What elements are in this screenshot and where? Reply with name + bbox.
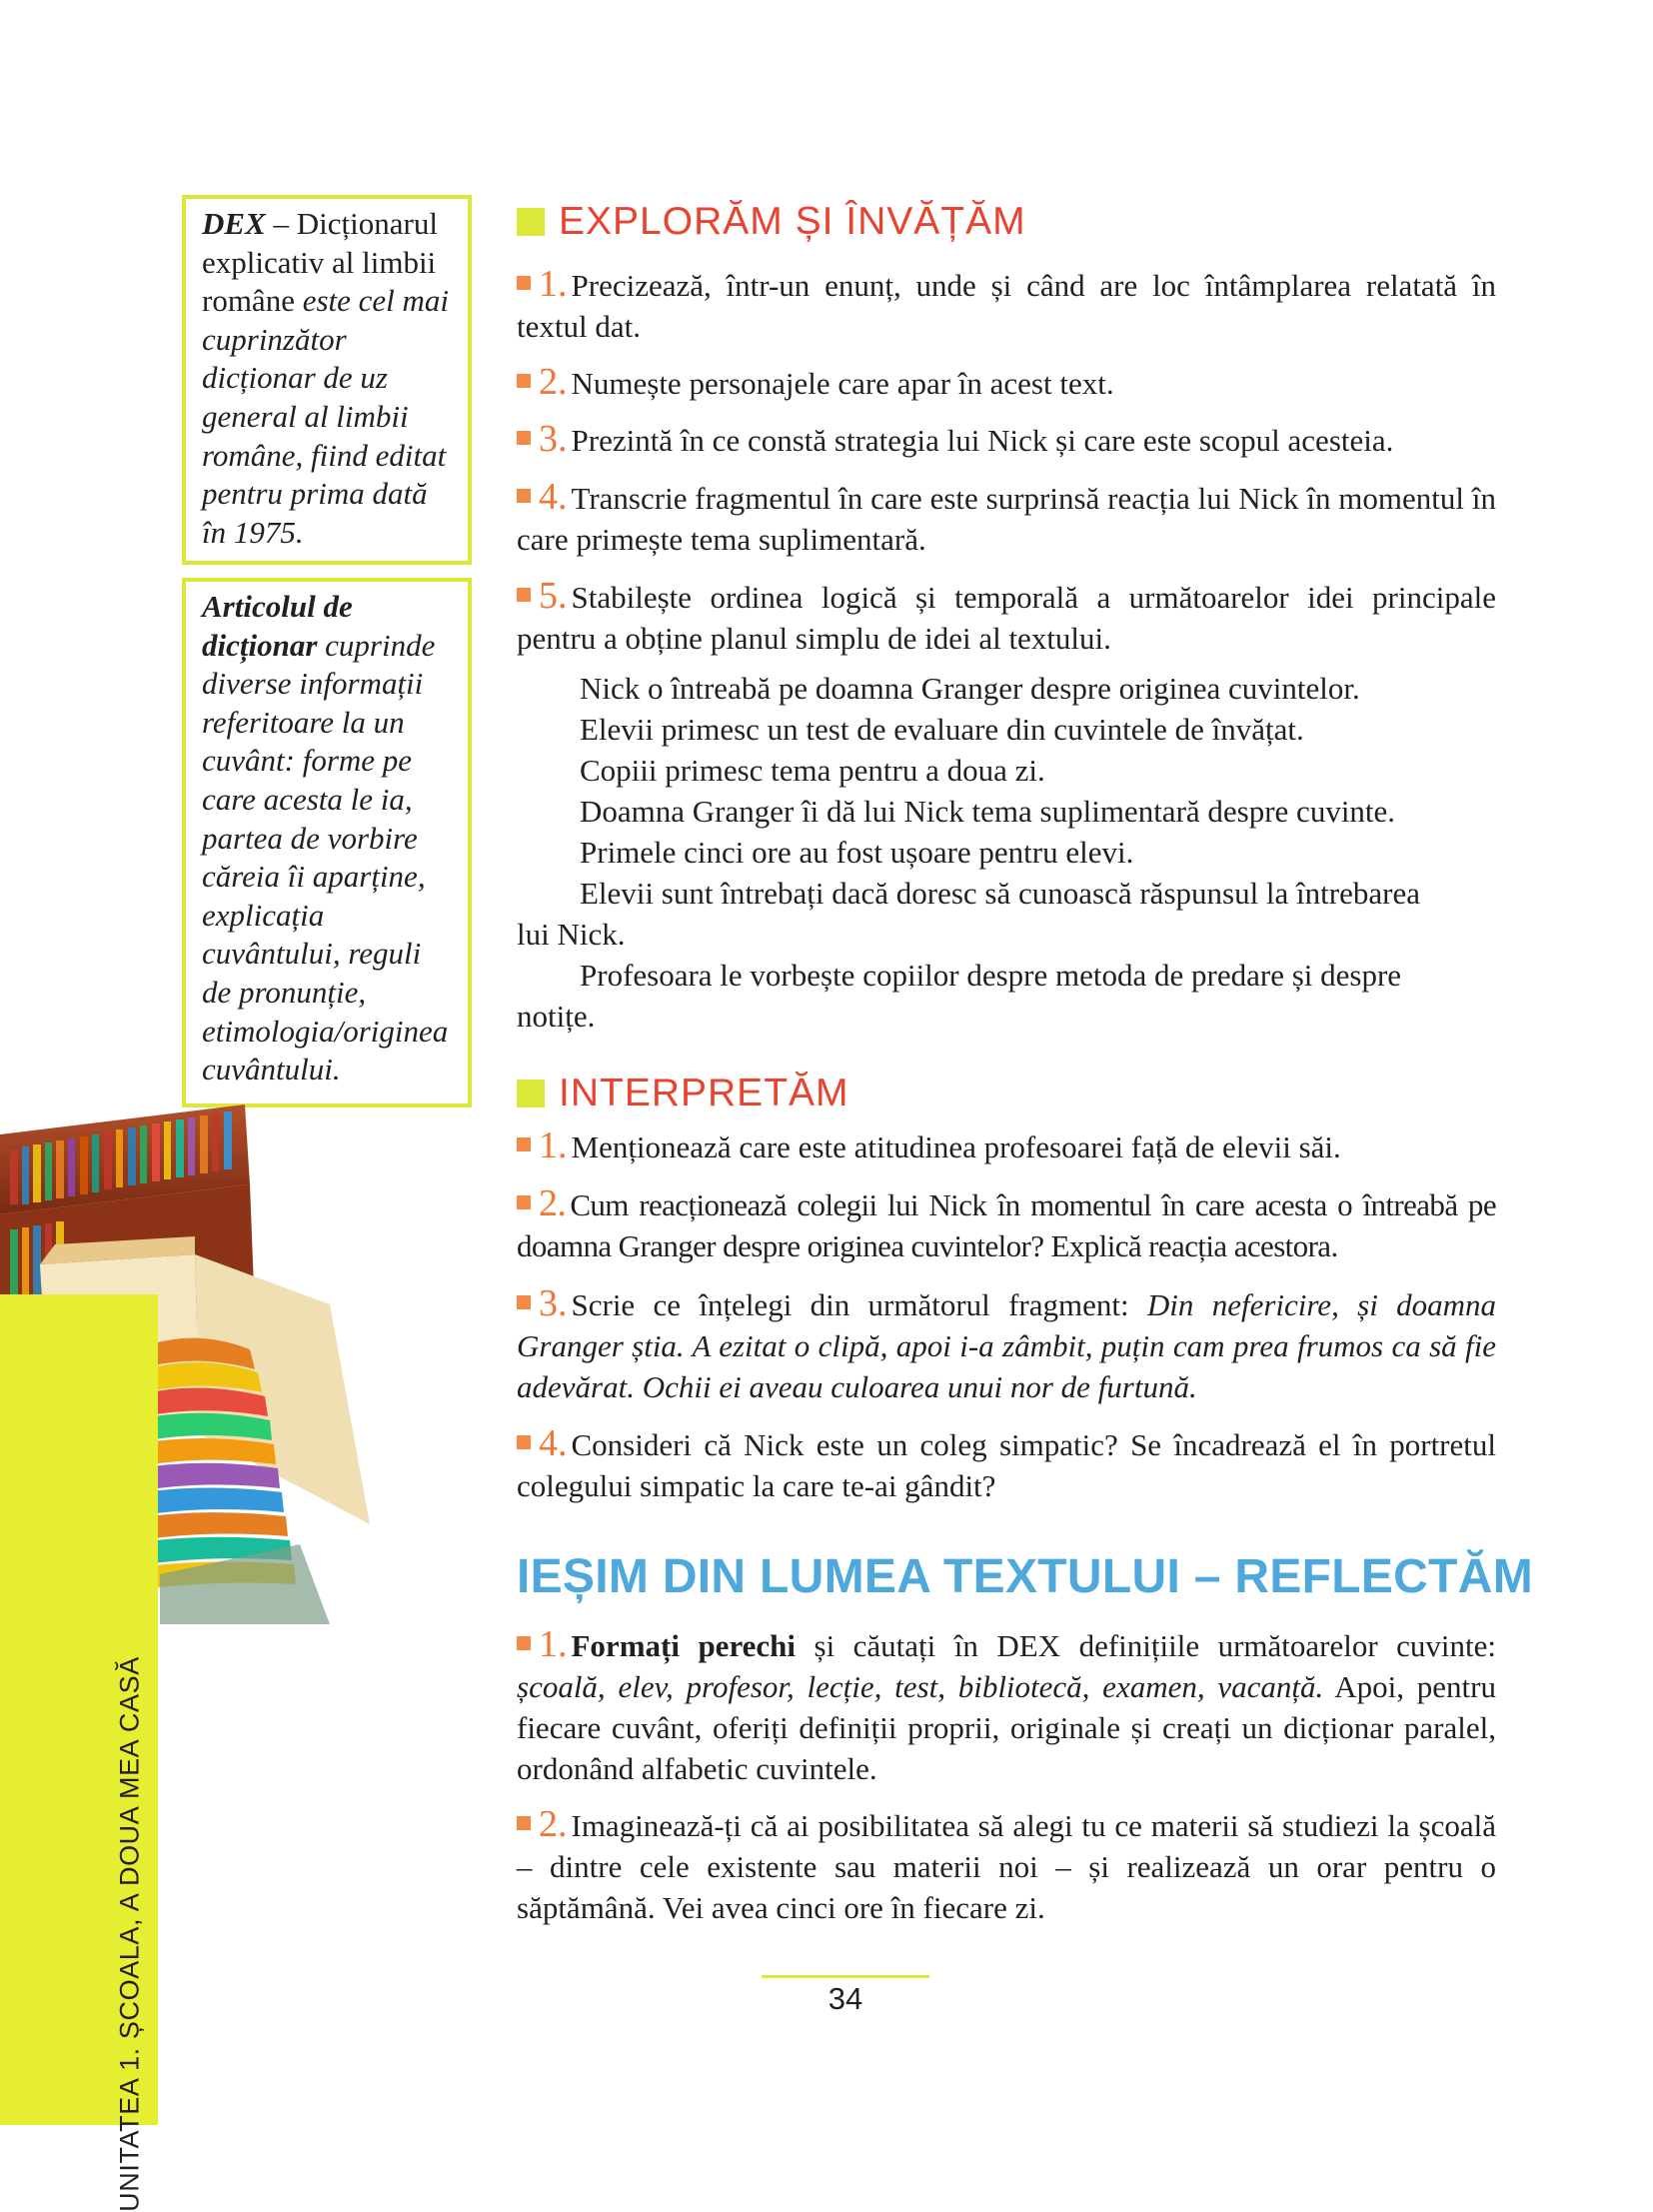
explore-item-5 — [517, 576, 1496, 659]
section-title-interpret — [517, 1072, 849, 1115]
item-word-list: școală, elev, profesor, lecție, test, bibliotecă, examen, vacanță. — [517, 1669, 1324, 1704]
reflect-item-2 — [517, 1804, 1496, 1928]
item-number: 2. — [539, 1803, 568, 1845]
bullet-square — [517, 374, 531, 388]
item-number: 1. — [539, 1124, 568, 1166]
item-text: Transcrie fragmentul în care este surprinsă reacția lui Nick în momentul în care primește tema suplimentară. — [517, 481, 1496, 557]
interpret-item-2 — [517, 1183, 1496, 1266]
item-text: Cum reacționează colegii lui Nick în momentul în care acesta o întreabă pe doamna Granger despre originea cuvintelor? Explică reacția acestora. — [517, 1187, 1496, 1263]
bullet-square — [517, 1816, 531, 1830]
plan-item: Elevii primesc un test de evaluare din cuvintele de învățat. — [580, 712, 1304, 747]
explore-item-4 — [517, 477, 1496, 560]
item-number: 1. — [539, 263, 568, 305]
article-term: Articolul de dicționar — [202, 589, 353, 663]
item-text: Precizează, într-un enunț, unde și când are loc întâmplarea relatată în textul dat. — [517, 268, 1496, 344]
item-number: 5. — [539, 575, 568, 617]
bullet-square — [517, 276, 531, 290]
section-title-explore — [517, 200, 1026, 244]
bullet-square — [517, 489, 531, 503]
plan-item: Nick o întreabă pe doamna Granger despre originea cuvintelor. — [580, 671, 1360, 706]
item-number: 3. — [539, 1282, 568, 1324]
page-number: 34 — [827, 1981, 863, 2016]
plan-item: Profesoara le vorbește copiilor despre metoda de predare și despre — [580, 958, 1402, 993]
plan-item: Copiii primesc tema pentru a doua zi. — [580, 753, 1045, 788]
section-title-text: EXPLORĂM ȘI ÎNVĂȚĂM — [559, 200, 1026, 243]
plan-item: Doamna Granger îi dă lui Nick tema suplimentară despre cuvinte. — [580, 794, 1396, 829]
interpret-item-4 — [517, 1423, 1496, 1506]
plan-item-continuation: notițe. — [517, 999, 596, 1034]
item-text: Menționează care este atitudinea profesoarei față de elevii săi. — [571, 1129, 1341, 1164]
item-number: 2. — [539, 361, 568, 403]
bullet-square — [517, 1435, 531, 1449]
unit-label: UNITATEA 1. ȘCOALA, A DOUA MEA CASĂ — [114, 1656, 145, 2212]
bullet-square — [517, 1137, 531, 1151]
plan-item: Elevii sunt întrebați dacă doresc să cunoască răspunsul la întrebarea — [580, 876, 1420, 911]
item-text: Numește personajele care apar în acest text. — [571, 366, 1114, 401]
interpret-item-1 — [517, 1125, 1496, 1167]
bullet-square — [517, 588, 531, 602]
explore-item-3 — [517, 419, 1496, 461]
item-text: Imaginează-ți că ai posibilitatea să alegi tu ce materii să studiezi la școală – dintre cele existente sau materii noi – și realizează un orar pentru o săptămână. Vei avea cinci ore în fiecare zi. — [517, 1808, 1496, 1925]
item-text: Consideri că Nick este un coleg simpatic? Se încadrează el în portretul colegului simpatic la care te-ai gândit? — [517, 1427, 1496, 1503]
explore-item-1 — [517, 264, 1496, 347]
item-text: și căutați în DEX definițiile următoarelor cuvinte: — [796, 1628, 1496, 1663]
page-number-rule — [762, 1975, 929, 1978]
plan-item: Primele cinci ore au fost ușoare pentru elevi. — [580, 835, 1134, 870]
bullet-square — [517, 1295, 531, 1309]
bullet-square — [517, 431, 531, 445]
section-marker-square — [517, 208, 545, 236]
dex-definition-box — [182, 195, 472, 565]
explore-item-2 — [517, 362, 1496, 404]
section-marker-square — [517, 1080, 545, 1107]
item-number: 4. — [539, 1422, 568, 1464]
item-quote: Din nefericire, și doamna Granger știa. A ezitat o clipă, apoi i-a zâmbit, puțin cam prea frumos ca să fie adevărat. Ochii ei aveau culoarea unui nor de furtună. — [517, 1287, 1497, 1404]
dex-text: Dicționarul explicativ al limbii române — [202, 206, 438, 319]
item-bold: Formați perechi — [571, 1628, 797, 1663]
section-title-reflect: IEȘIM DIN LUMEA TEXTULUI – REFLECTĂM — [517, 1550, 1534, 1603]
item-text-continued: Apoi, pentru fiecare cuvânt, oferiți definiții proprii, originale și creați un dicționar paralel, ordonând alfabetic cuvintele. — [517, 1669, 1496, 1786]
bullet-square — [517, 1195, 531, 1209]
reflect-item-1 — [517, 1624, 1496, 1789]
item-text: Prezintă în ce constă strategia lui Nick și care este scopul acesteia. — [571, 423, 1394, 458]
item-number: 4. — [539, 476, 568, 518]
item-number: 3. — [539, 418, 568, 460]
dex-term: DEX — [202, 206, 266, 241]
article-definition-box — [182, 578, 472, 1107]
dex-italic: este cel mai cuprinzător dicționar de uz general al limbii române, fiind editat pentru prima dată în 1975. — [202, 283, 450, 550]
item-number: 1. — [539, 1623, 568, 1665]
item-text: Scrie ce înțelegi din următorul fragment: — [571, 1287, 1147, 1322]
article-italic: cuprinde diverse informații referitoare la un cuvânt: forme pe care acesta le ia, partea de vorbire căreia îi aparține, explicația cuvântului, reguli de pronunție, etimologia/originea cuvântului. — [202, 627, 449, 1088]
interpret-item-3 — [517, 1283, 1496, 1407]
dex-sep: – — [265, 206, 297, 241]
bullet-square — [517, 1636, 531, 1650]
plan-item-continuation: lui Nick. — [517, 917, 626, 952]
section-title-text: INTERPRETĂM — [559, 1072, 849, 1114]
item-number: 2. — [539, 1182, 567, 1224]
item-text: Stabilește ordinea logică și temporală a următoarelor idei principale pentru a obține planul simplu de idei al textului. — [517, 580, 1496, 656]
